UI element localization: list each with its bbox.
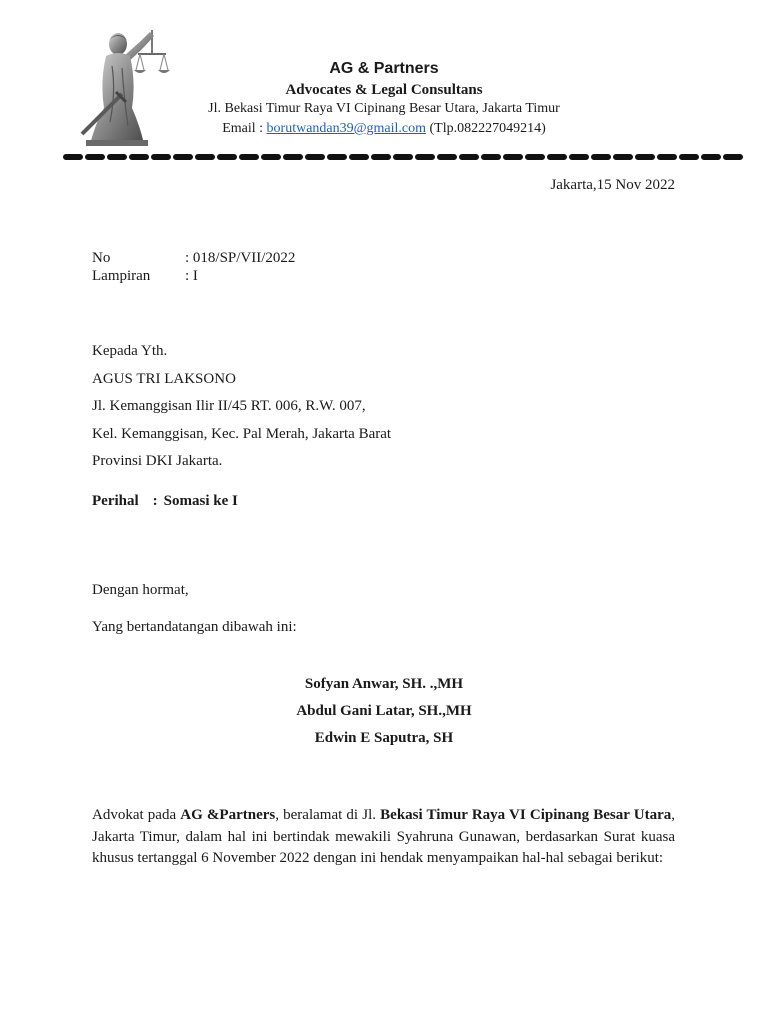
firm-name: AG & Partners [329,60,439,77]
body-paragraph [92,805,675,870]
recipient-greeting: Kepada Yth. [92,343,168,359]
intro-text: Yang bertandatangan dibawah ini: [92,619,297,635]
signatory-name: Sofyan Anwar, SH. .,MH [304,676,464,692]
recipient-name: AGUS TRI LAKSONO [92,370,236,387]
recipient-address-line3: Provinsi DKI Jakarta. [92,453,223,469]
body-firm-name: AG &Partners [180,807,276,823]
meta-row-lampiran [92,267,295,285]
subject-value: Somasi ke I [163,493,238,509]
body-text-3: , Jakarta Timur, dalam hal ini bertindak mewakili Syahruna Gunawan, berdasarkan Surat kuasa khusus tertanggal 6 November 2022 dengan ini hendak menyampaikan hal-hal sebagai berikut: [92,807,675,866]
letterhead-divider [62,152,748,162]
meta-no-label: No [92,250,111,266]
recipient-address-line1: Jl. Kemanggisan Ilir II/45 RT. 006, R.W. 007, [92,398,366,414]
letter-date: Jakarta,15 Nov 2022 [550,177,675,193]
letter-meta [92,249,295,285]
meta-lampiran-label: Lampiran [92,268,151,284]
subject-label: Perihal [92,493,139,509]
body-text-1: Advokat pada [92,807,181,823]
signatory-name: Edwin E Saputra, SH [314,730,454,746]
recipient-block [92,338,391,476]
subject-line [92,493,238,510]
firm-contact [0,121,768,137]
body-text-2: , beralamat di Jl. [275,807,381,823]
subject-colon: : [152,493,158,509]
recipient-address-line2: Kel. Kemanggisan, Kec. Pal Merah, Jakarta Barat [92,425,392,442]
signatory-list [0,671,768,752]
meta-no-value: : 018/SP/VII/2022 [185,250,296,266]
meta-row-no [92,249,295,267]
firm-subtitle: Advocates & Legal Consultans [285,82,483,98]
email-link[interactable]: borutwandan39@gmail.com [266,121,427,136]
salutation: Dengan hormat, [92,582,189,598]
body-street: Bekasi Timur Raya VI Cipinang Besar Utara [380,807,672,823]
firm-address: Jl. Bekasi Timur Raya VI Cipinang Besar Utara, Jakarta Timur [208,101,560,116]
phone-text: (Tlp.082227049214) [426,121,546,136]
signatory-name: Abdul Gani Latar, SH.,MH [296,703,472,719]
meta-lampiran-value: : I [185,268,198,284]
email-label: Email : [222,121,267,136]
